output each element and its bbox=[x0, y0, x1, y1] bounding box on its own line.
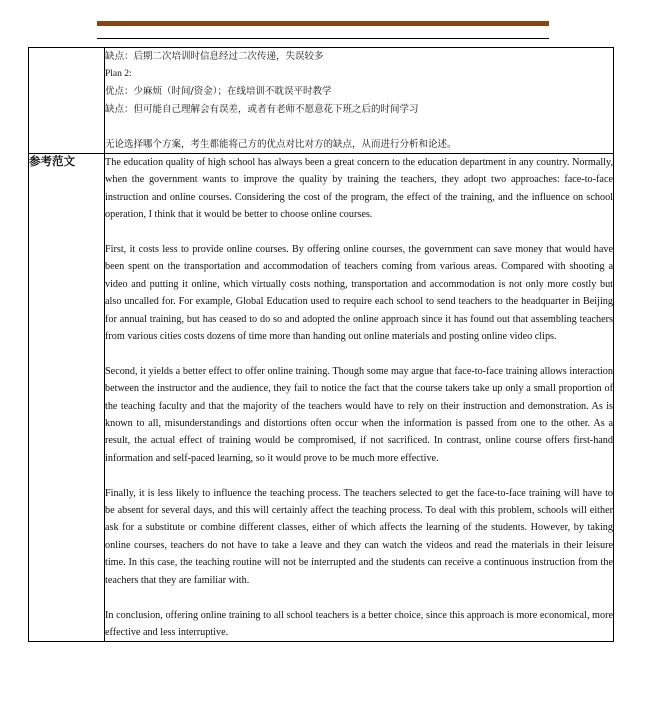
plan2-pro-text: 优点：少麻烦（时间/资金）；在线培训不耽误平时教学 bbox=[105, 86, 332, 97]
sample-essay-row bbox=[29, 154, 614, 642]
sample-essay-label: 参考范文 bbox=[29, 154, 105, 642]
header-rule-thin bbox=[97, 38, 549, 39]
plan1-con-text: 缺点：后期二次培训时信息经过二次传递，失误较多 bbox=[105, 51, 324, 62]
plan2-con-text: 缺点：但可能自己理解会有误差，或者有老师不愿意花下班之后的时间学习 bbox=[105, 103, 419, 115]
sample-essay-content bbox=[105, 154, 614, 642]
plans-content-cell bbox=[105, 48, 614, 154]
header-rule-thick bbox=[97, 21, 549, 26]
plan2-title: Plan 2: bbox=[105, 68, 132, 79]
spacer bbox=[105, 118, 613, 136]
essay-paragraph-intro: The education quality of high school has always been a great concern to the education department in any country. Normally, when the government wants to improve the quality by training the teachers, they adopt two approaches: face-to-face instruction and online courses. Considering the cost of the program, the effect of the training, and the influence on school operation, I think that it would be better to choose online courses. bbox=[105, 157, 613, 221]
essay-paragraph-conclusion: In conclusion, offering online training to all school teachers is a better choice, since this approach is more economical, more effective and less interruptive. bbox=[105, 609, 613, 638]
plans-row bbox=[29, 48, 614, 154]
plans-label-cell bbox=[29, 48, 105, 154]
essay-paragraph-first: First, it costs less to provide online courses. By offering online courses, the government can save money that would have been spent on the transportation and accommodation of teachers coming from various areas. Compared with shooting a video and putting it online, which virtually costs nothing, transportation and accommodation is not only more costly but also uncalled for. For example, Global Education used to require each school to send teachers to the headquarter in Beijing for annual training, but has ceased to do so and adopted the online approach since it has found out that assembling teachers from various cities costs dozens of time more than handing out online materials and posting online video clips. bbox=[105, 244, 613, 343]
essay-paragraph-second: Second, it yields a better effect to offer online training. Though some may argue that face-to-face training allows interaction between the instructor and the audience, they fail to notice the fact that the course takers take up only a small proportion of the teaching faculty and that the majority of the teachers would have to rely on their instruction and demonstration. As is known to all, misunderstandings and distortions often occur when the information is passed from one to the other. As a result, the actual effect of training would be compromised, if not sacrificed. In contrast, online course offers first-hand information and self-paced learning, so it would prove to be much more effective. bbox=[105, 365, 613, 464]
essay-paragraph-finally: Finally, it is less likely to influence the teaching process. The teachers selected to get the face-to-face training will have to be absent for several days, and this will certainly affect the teaching process. To deal with this problem, schools will either ask for a substitute or combine different classes, either of which affects the learning of the students. However, by taking online courses, teachers do not have to take a leave and they can watch the videos and read the materials in their leisure time. In this case, the teaching routine will not be interrupted and the students can receive a continuous instruction from the teachers that they are familiar with. bbox=[105, 487, 613, 586]
document-table bbox=[28, 47, 614, 642]
plans-summary-text: 无论选择哪个方案，考生都能将己方的优点对比对方的缺点，从而进行分析和论述。 bbox=[105, 138, 457, 150]
